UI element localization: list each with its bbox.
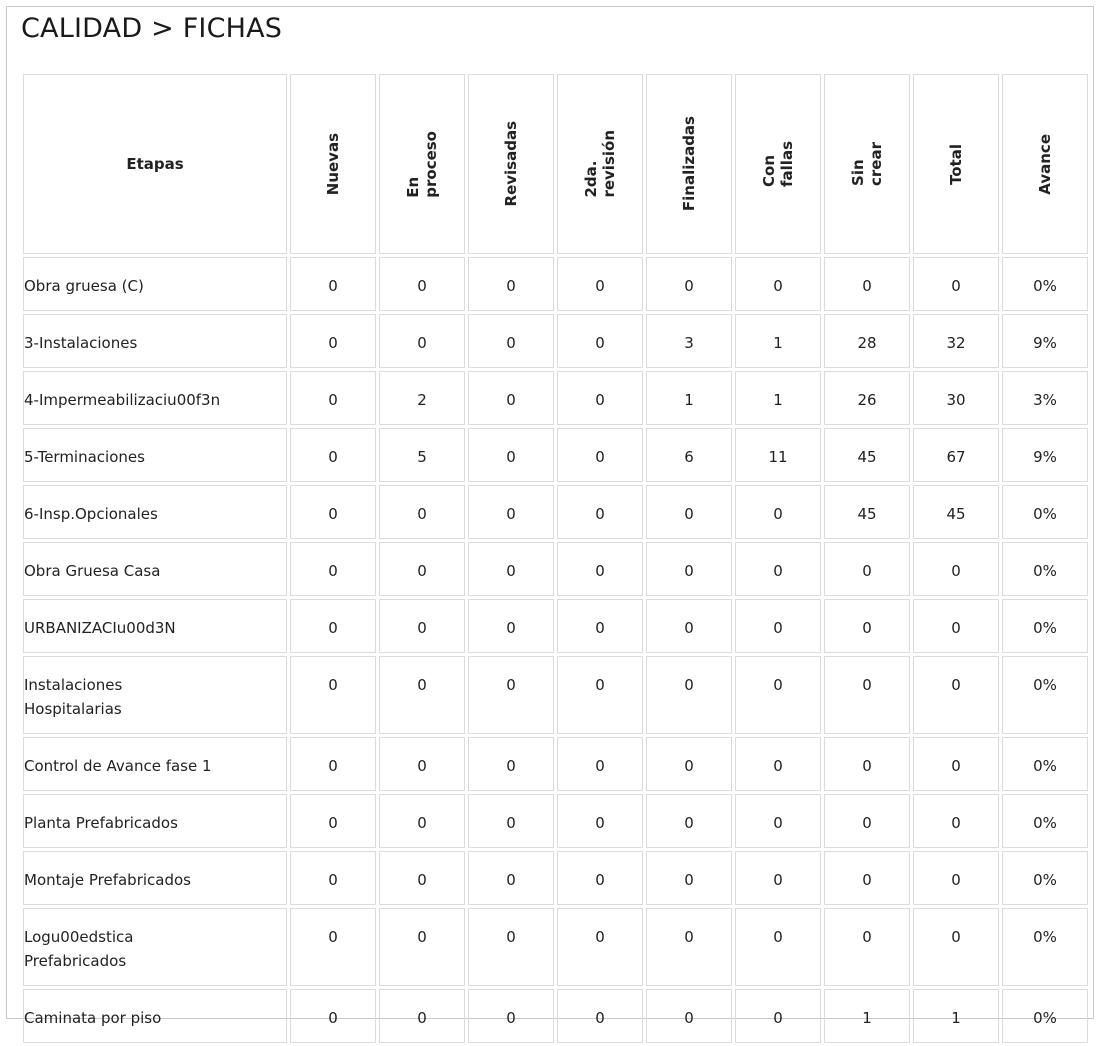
cell-sin-crear: 45: [824, 428, 910, 482]
cell-2da-revision: 0: [557, 989, 643, 1043]
cell-2da-revision: 0: [557, 428, 643, 482]
header-avance-label: Avance: [1036, 133, 1054, 195]
cell-revisadas: 0: [468, 542, 554, 596]
cell-en-proceso: 0: [379, 737, 465, 791]
cell-avance: 9%: [1002, 314, 1088, 368]
cell-2da-revision: 0: [557, 542, 643, 596]
header-total-label: Total: [947, 143, 965, 185]
cell-sin-crear: 0: [824, 656, 910, 734]
cell-total: 0: [913, 599, 999, 653]
cell-revisadas: 0: [468, 371, 554, 425]
cell-avance: 0%: [1002, 485, 1088, 539]
cell-en-proceso: 0: [379, 851, 465, 905]
cell-nuevas: 0: [290, 794, 376, 848]
cell-nuevas: 0: [290, 314, 376, 368]
cell-nuevas: 0: [290, 737, 376, 791]
header-revisadas: [468, 74, 554, 254]
cell-2da-revision: 0: [557, 599, 643, 653]
cell-en-proceso: 0: [379, 485, 465, 539]
cell-etapa: Caminata por piso: [23, 989, 287, 1043]
cell-finalizadas: 0: [646, 485, 732, 539]
cell-en-proceso: 5: [379, 428, 465, 482]
cell-finalizadas: 0: [646, 257, 732, 311]
header-finalizadas-label: Finalizadas: [680, 116, 698, 212]
cell-avance: 0%: [1002, 656, 1088, 734]
cell-avance: 0%: [1002, 737, 1088, 791]
cell-finalizadas: 6: [646, 428, 732, 482]
cell-2da-revision: 0: [557, 257, 643, 311]
cell-revisadas: 0: [468, 656, 554, 734]
cell-nuevas: 0: [290, 851, 376, 905]
cell-nuevas: 0: [290, 908, 376, 986]
header-etapas: [23, 74, 287, 254]
cell-con-fallas: 11: [735, 428, 821, 482]
table-row: [23, 599, 1088, 653]
cell-total: 0: [913, 851, 999, 905]
cell-nuevas: 0: [290, 485, 376, 539]
cell-total: 0: [913, 908, 999, 986]
cell-nuevas: 0: [290, 257, 376, 311]
header-nuevas-label: Nuevas: [324, 132, 342, 196]
cell-avance: 0%: [1002, 908, 1088, 986]
cell-con-fallas: 0: [735, 737, 821, 791]
cell-etapa: 6-Insp.Opcionales: [23, 485, 287, 539]
header-2da-revision-label: 2da. revisión: [582, 130, 618, 198]
table-row: [23, 908, 1088, 986]
header-en-proceso-label: En proceso: [404, 130, 440, 198]
cell-sin-crear: 0: [824, 737, 910, 791]
cell-en-proceso: 0: [379, 542, 465, 596]
cell-con-fallas: 0: [735, 257, 821, 311]
fichas-panel: [6, 6, 1094, 1027]
table-row: [23, 794, 1088, 848]
cell-finalizadas: 0: [646, 656, 732, 734]
cell-revisadas: 0: [468, 908, 554, 986]
cell-sin-crear: 26: [824, 371, 910, 425]
cell-finalizadas: 3: [646, 314, 732, 368]
table-row: [23, 542, 1088, 596]
cell-revisadas: 0: [468, 599, 554, 653]
cell-avance: 9%: [1002, 428, 1088, 482]
header-sin-crear: [824, 74, 910, 254]
cell-con-fallas: 0: [735, 908, 821, 986]
cell-nuevas: 0: [290, 599, 376, 653]
table-row: [23, 737, 1088, 791]
cell-finalizadas: 0: [646, 542, 732, 596]
cell-en-proceso: 0: [379, 794, 465, 848]
cell-2da-revision: 0: [557, 371, 643, 425]
cell-etapa: Logu00edstica Prefabricados: [23, 908, 287, 986]
cell-total: 30: [913, 371, 999, 425]
cell-con-fallas: 1: [735, 371, 821, 425]
cell-finalizadas: 0: [646, 851, 732, 905]
cell-revisadas: 0: [468, 314, 554, 368]
header-2da-revision: [557, 74, 643, 254]
cell-con-fallas: 0: [735, 656, 821, 734]
header-etapas-label: Etapas: [126, 155, 184, 173]
table-row: [23, 989, 1088, 1043]
cell-finalizadas: 0: [646, 737, 732, 791]
table-row: [23, 257, 1088, 311]
cell-avance: 0%: [1002, 257, 1088, 311]
cell-etapa: Obra gruesa (C): [23, 257, 287, 311]
table-header-row: [23, 74, 1088, 254]
cell-etapa: 4-Impermeabilizaciu00f3n: [23, 371, 287, 425]
header-con-fallas-label: Con fallas: [760, 141, 796, 187]
cell-finalizadas: 0: [646, 794, 732, 848]
header-total: [913, 74, 999, 254]
cell-etapa: Obra Gruesa Casa: [23, 542, 287, 596]
cell-2da-revision: 0: [557, 737, 643, 791]
cell-sin-crear: 0: [824, 542, 910, 596]
cell-2da-revision: 0: [557, 908, 643, 986]
cell-etapa: 5-Terminaciones: [23, 428, 287, 482]
cell-revisadas: 0: [468, 737, 554, 791]
cell-revisadas: 0: [468, 257, 554, 311]
cell-2da-revision: 0: [557, 314, 643, 368]
cell-nuevas: 0: [290, 371, 376, 425]
cell-nuevas: 0: [290, 989, 376, 1043]
page-title: CALIDAD > FICHAS: [21, 13, 283, 44]
cell-sin-crear: 0: [824, 257, 910, 311]
cell-total: 32: [913, 314, 999, 368]
table-row: [23, 656, 1088, 734]
table-row: [23, 371, 1088, 425]
cell-finalizadas: 0: [646, 908, 732, 986]
cell-avance: 3%: [1002, 371, 1088, 425]
cell-revisadas: 0: [468, 851, 554, 905]
cell-etapa: URBANIZACIu00d3N: [23, 599, 287, 653]
cell-sin-crear: 28: [824, 314, 910, 368]
cell-avance: 0%: [1002, 989, 1088, 1043]
table-body: [23, 257, 1088, 1043]
cell-avance: 0%: [1002, 851, 1088, 905]
cell-etapa: Control de Avance fase 1: [23, 737, 287, 791]
header-en-proceso: [379, 74, 465, 254]
cell-2da-revision: 0: [557, 485, 643, 539]
table-row: [23, 485, 1088, 539]
cell-sin-crear: 0: [824, 794, 910, 848]
cell-con-fallas: 0: [735, 794, 821, 848]
cell-en-proceso: 0: [379, 314, 465, 368]
cell-sin-crear: 1: [824, 989, 910, 1043]
cell-revisadas: 0: [468, 428, 554, 482]
cell-con-fallas: 1: [735, 314, 821, 368]
header-revisadas-label: Revisadas: [502, 121, 520, 207]
cell-sin-crear: 0: [824, 908, 910, 986]
cell-total: 0: [913, 656, 999, 734]
cell-nuevas: 0: [290, 656, 376, 734]
cell-finalizadas: 0: [646, 599, 732, 653]
cell-finalizadas: 1: [646, 371, 732, 425]
header-nuevas: [290, 74, 376, 254]
cell-en-proceso: 0: [379, 989, 465, 1043]
cell-avance: 0%: [1002, 542, 1088, 596]
header-con-fallas: [735, 74, 821, 254]
cell-total: 45: [913, 485, 999, 539]
cell-avance: 0%: [1002, 794, 1088, 848]
cell-con-fallas: 0: [735, 989, 821, 1043]
table-row: [23, 851, 1088, 905]
header-finalizadas: [646, 74, 732, 254]
cell-2da-revision: 0: [557, 656, 643, 734]
cell-etapa: 3-Instalaciones: [23, 314, 287, 368]
table-row: [23, 314, 1088, 368]
cell-nuevas: 0: [290, 542, 376, 596]
cell-en-proceso: 0: [379, 656, 465, 734]
cell-total: 67: [913, 428, 999, 482]
cell-revisadas: 0: [468, 989, 554, 1043]
cell-con-fallas: 0: [735, 851, 821, 905]
cell-total: 0: [913, 794, 999, 848]
cell-con-fallas: 0: [735, 485, 821, 539]
cell-revisadas: 0: [468, 485, 554, 539]
cell-revisadas: 0: [468, 794, 554, 848]
cell-con-fallas: 0: [735, 542, 821, 596]
cell-sin-crear: 0: [824, 851, 910, 905]
cell-en-proceso: 0: [379, 599, 465, 653]
cell-total: 1: [913, 989, 999, 1043]
table-row: [23, 428, 1088, 482]
cell-en-proceso: 2: [379, 371, 465, 425]
cell-etapa: Planta Prefabricados: [23, 794, 287, 848]
cell-avance: 0%: [1002, 599, 1088, 653]
cell-sin-crear: 45: [824, 485, 910, 539]
header-sin-crear-label: Sin crear: [849, 142, 885, 186]
cell-sin-crear: 0: [824, 599, 910, 653]
cell-2da-revision: 0: [557, 851, 643, 905]
cell-en-proceso: 0: [379, 908, 465, 986]
cell-total: 0: [913, 737, 999, 791]
cell-nuevas: 0: [290, 428, 376, 482]
cell-total: 0: [913, 542, 999, 596]
cell-en-proceso: 0: [379, 257, 465, 311]
cell-total: 0: [913, 257, 999, 311]
header-avance: [1002, 74, 1088, 254]
cell-2da-revision: 0: [557, 794, 643, 848]
cell-etapa: Instalaciones Hospitalarias: [23, 656, 287, 734]
cell-finalizadas: 0: [646, 989, 732, 1043]
cell-etapa: Montaje Prefabricados: [23, 851, 287, 905]
fichas-table: [20, 71, 1091, 1046]
cell-con-fallas: 0: [735, 599, 821, 653]
